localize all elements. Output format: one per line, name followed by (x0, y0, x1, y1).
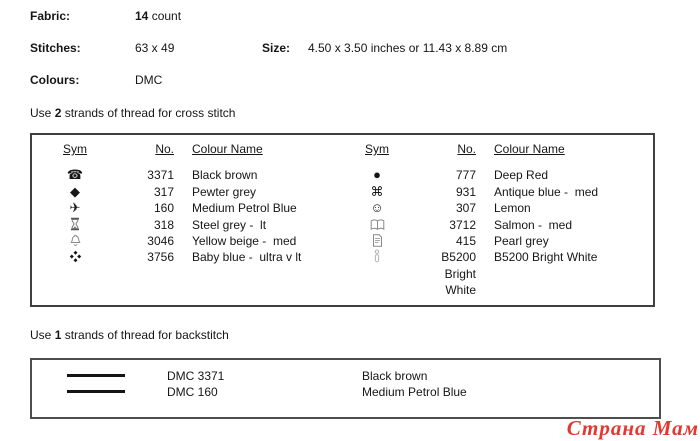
legend-header-row (352, 141, 652, 157)
telephone-icon: ☎ (66, 167, 84, 183)
colour-name: B5200 Bright White (494, 250, 598, 265)
fabric-label: Fabric: (30, 9, 71, 23)
table-row (50, 233, 337, 249)
backstitch-rows (32, 368, 659, 400)
thread-number: B5200 Bright White (441, 250, 476, 298)
name-header: Colour Name (494, 142, 565, 156)
no-header: No. (457, 142, 476, 156)
hourglass-icon (50, 217, 100, 233)
colour-name: Deep Red (494, 168, 549, 183)
table-row (50, 217, 337, 233)
table-row (352, 233, 652, 249)
table-row (50, 167, 337, 183)
table-row (50, 184, 337, 200)
size-label: Size: (262, 41, 291, 55)
table-row (352, 200, 652, 216)
colour-name: Lemon (494, 201, 531, 216)
table-row (50, 249, 337, 265)
candle-icon (352, 249, 402, 265)
legend-header-row (50, 141, 337, 157)
cross-title-prefix: Use (30, 106, 55, 120)
colour-name: Medium Petrol Blue (192, 201, 297, 216)
table-row (32, 368, 659, 384)
cross-strand-count: 2 (54, 106, 62, 120)
table-row (50, 200, 337, 216)
fabric-count-suffix: count (148, 9, 182, 23)
colours-value: DMC (135, 73, 163, 87)
table-row (352, 167, 652, 183)
smiley-icon: ☺ (370, 200, 384, 216)
backstitch-title (30, 328, 229, 342)
table-row (352, 217, 652, 233)
open-book-icon (352, 217, 402, 233)
backstitch-line-sample (67, 368, 167, 384)
colour-name: Medium Petrol Blue (362, 385, 467, 399)
table-row (352, 249, 652, 298)
bell-icon (50, 233, 100, 249)
colour-name: Black brown (362, 369, 428, 383)
command-icon: ⌘ (370, 183, 384, 199)
table-row (32, 384, 659, 400)
size-value: 4.50 x 3.50 inches or 11.43 x 8.89 cm (308, 41, 508, 55)
legend-right-column (352, 141, 652, 299)
thread-code: DMC 160 (167, 385, 218, 399)
back-title-prefix: Use (30, 328, 55, 342)
site-watermark: Страна Мам (566, 416, 699, 440)
backstitch-line-sample (67, 384, 167, 400)
thread-number: 307 (455, 201, 476, 216)
thread-number: 931 (455, 184, 476, 199)
thread-number: 318 (153, 217, 174, 232)
cross-stitch-title (30, 106, 235, 120)
sym-header: Sym (365, 142, 389, 156)
name-header: Colour Name (192, 142, 263, 156)
fabric-count: 14 (135, 9, 149, 23)
backstitch-legend-box (30, 358, 661, 419)
thread-number: 415 (455, 234, 476, 249)
document-icon (352, 233, 402, 249)
sym-header: Sym (63, 142, 87, 156)
thread-number: 317 (153, 184, 174, 199)
colours-label: Colours: (30, 73, 80, 87)
thread-number: 777 (455, 168, 476, 183)
back-title-suffix: strands of thread for backstitch (61, 328, 229, 342)
quad-diamond-icon (50, 249, 100, 265)
thread-number: 3046 (147, 234, 174, 249)
colour-name: Antique blue - med (494, 184, 599, 199)
thread-number: 3756 (147, 250, 174, 265)
colour-name: Pewter grey (192, 184, 257, 199)
colour-name: Baby blue - ultra v lt (192, 250, 302, 265)
cross-title-suffix: strands of thread for cross stitch (61, 106, 236, 120)
legend-left-column (50, 141, 337, 266)
colour-name: Black brown (192, 168, 258, 183)
filled-circle-icon: ● (373, 167, 381, 183)
cross-stitch-legend-box (30, 133, 655, 307)
colour-name: Yellow beige - med (192, 234, 297, 249)
fabric-value (135, 9, 181, 23)
stitches-label: Stitches: (30, 41, 81, 55)
thread-number: 3371 (147, 168, 174, 183)
thread-number: 160 (153, 201, 174, 216)
airplane-icon: ✈ (69, 200, 81, 216)
colour-name: Pearl grey (494, 234, 549, 249)
no-header: No. (155, 142, 174, 156)
table-row (352, 184, 652, 200)
stitches-value: 63 x 49 (135, 41, 175, 55)
thread-code: DMC 3371 (167, 369, 225, 383)
colour-name: Salmon - med (494, 217, 573, 232)
back-strand-count: 1 (54, 328, 62, 342)
thread-number: 3712 (449, 217, 476, 232)
colour-name: Steel grey - lt (192, 217, 267, 232)
diamond-icon: ◆ (70, 183, 80, 199)
